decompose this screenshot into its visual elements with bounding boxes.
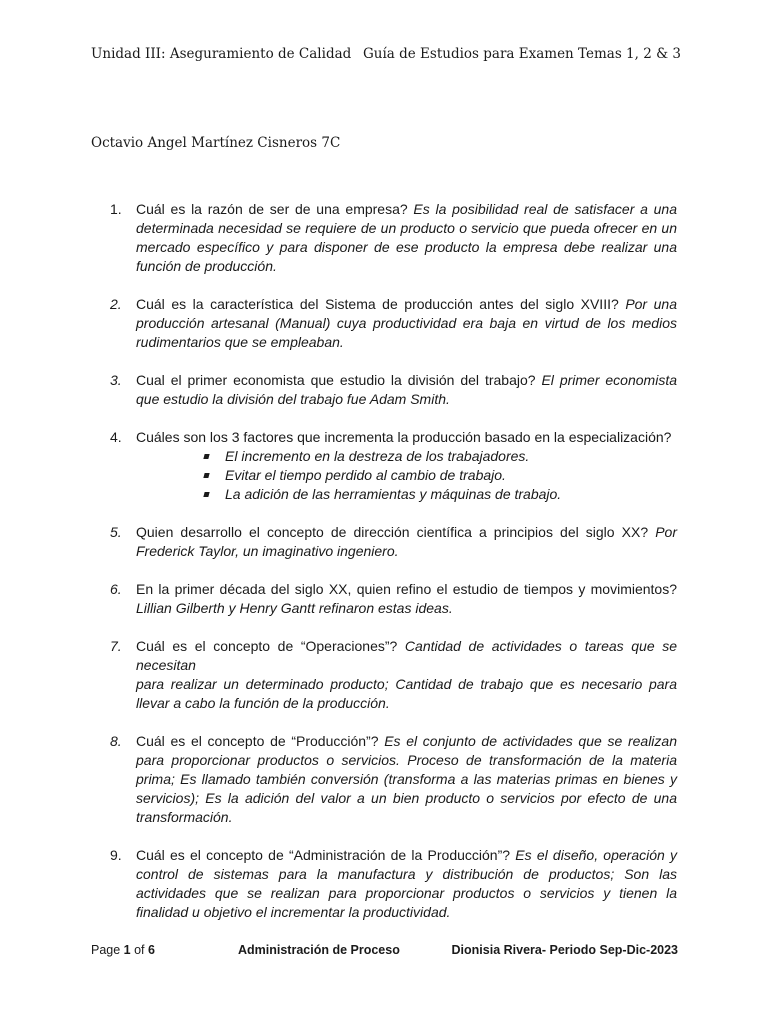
question-text: Quien desarrollo el concepto de dirección científica a principios del siglo XX? — [136, 524, 656, 540]
question-item-3 — [110, 371, 677, 409]
question-item-1 — [110, 200, 677, 276]
square-bullet-icon — [203, 473, 209, 478]
question-item-6 — [110, 580, 677, 618]
answer-text: Es la posibilidad real de satisfacer a una determinada necesidad se requiere de un producto o servicio que pueda ofrecer en un mercado específico y para disponer de ese producto la empresa debe realizar una función de producción. — [136, 201, 678, 274]
author-name: Octavio Angel Martínez Cisneros 7C — [91, 135, 341, 151]
question-number: 4. — [110, 429, 122, 445]
question-text: Cuál es el concepto de “Producción”? — [136, 733, 385, 749]
question-number: 2. — [110, 296, 122, 312]
header-guide-title: Guía de Estudios para Examen Temas 1, 2 & 3 — [363, 46, 682, 62]
total-page-count: 6 — [148, 943, 155, 957]
answer-continuation: para realizar un determinado producto; Cantidad de trabajo que es necesario para llevar a cabo la función de la producción. — [136, 676, 677, 711]
question-number: 7. — [110, 638, 122, 654]
question-number: 9. — [110, 847, 122, 863]
question-item-5 — [110, 523, 677, 561]
answer-text: El primer economista que estudio la división del trabajo fue Adam Smith. — [136, 372, 677, 407]
factor-bullet-list — [136, 447, 677, 504]
question-item-7 — [110, 637, 677, 713]
answer-text: Es el conjunto de actividades que se realizan para proporcionar productos o servicios. Proceso de transformación de la materia prima; Es llamado también conversión (transforma a las materias primas en bienes y servicios); Es la adición del valor a un bien producto o servicios por efecto de una transformación. — [136, 733, 677, 825]
question-number: 5. — [110, 524, 122, 540]
bullet-item: El incremento en la destreza de los trabajadores. — [202, 447, 677, 466]
question-text: Cual el primer economista que estudio la división del trabajo? — [136, 372, 542, 388]
question-number: 6. — [110, 581, 122, 597]
header-unit-title: Unidad III: Aseguramiento de Calidad — [91, 46, 352, 62]
question-text: Cuál es el concepto de “Administración de la Producción”? — [136, 847, 516, 863]
bullet-item: Evitar el tiempo perdido al cambio de trabajo. — [202, 466, 677, 485]
question-text: Cuál es la característica del Sistema de producción antes del siglo XVIII? — [136, 296, 626, 312]
square-bullet-icon — [203, 454, 209, 459]
question-number: 1. — [110, 201, 122, 217]
answer-text: Lillian Gilberth y Henry Gantt refinaron estas ideas. — [136, 600, 453, 616]
question-item-8 — [110, 732, 677, 827]
question-number: 3. — [110, 372, 122, 388]
footer-instructor-period: Dionisia Rivera- Periodo Sep-Dic-2023 — [451, 943, 678, 957]
current-page-number: 1 — [123, 943, 131, 957]
question-number: 8. — [110, 733, 122, 749]
answer-text: Es el diseño, operación y control de sistemas para la manufactura y distribución de productos; Son las actividades que se realizan para proporcionar productos o servicios y tienen la finalidad u objetivo el incrementar la productividad. — [136, 847, 678, 920]
question-text: Cuál es el concepto de “Operaciones”? — [136, 638, 405, 654]
question-list — [110, 200, 677, 941]
answer-text: Por una producción artesanal (Manual) cuya productividad era baja en virtud de los medios rudimentarios que se empleaban. — [136, 296, 677, 350]
bullet-item: La adición de las herramientas y máquinas de trabajo. — [202, 485, 677, 504]
question-item-9 — [110, 846, 677, 922]
page-indicator: Page 1 of 6 — [91, 943, 155, 957]
answer-text: Cantidad de actividades o tareas que se necesitan — [136, 638, 677, 673]
question-text: Cuál es la razón de ser de una empresa? — [136, 201, 414, 217]
footer-course-title: Administración de Proceso — [238, 943, 400, 957]
answer-text: Por Frederick Taylor, un imaginativo ingeniero. — [136, 524, 677, 559]
question-item-4 — [110, 428, 677, 504]
question-text: Cuáles son los 3 factores que incrementa la producción basado en la especialización? — [136, 429, 672, 445]
page-header — [91, 46, 682, 62]
square-bullet-icon — [203, 492, 209, 497]
question-item-2 — [110, 295, 677, 352]
question-text: En la primer década del siglo XX, quien refino el estudio de tiempos y movimientos? — [136, 581, 677, 597]
